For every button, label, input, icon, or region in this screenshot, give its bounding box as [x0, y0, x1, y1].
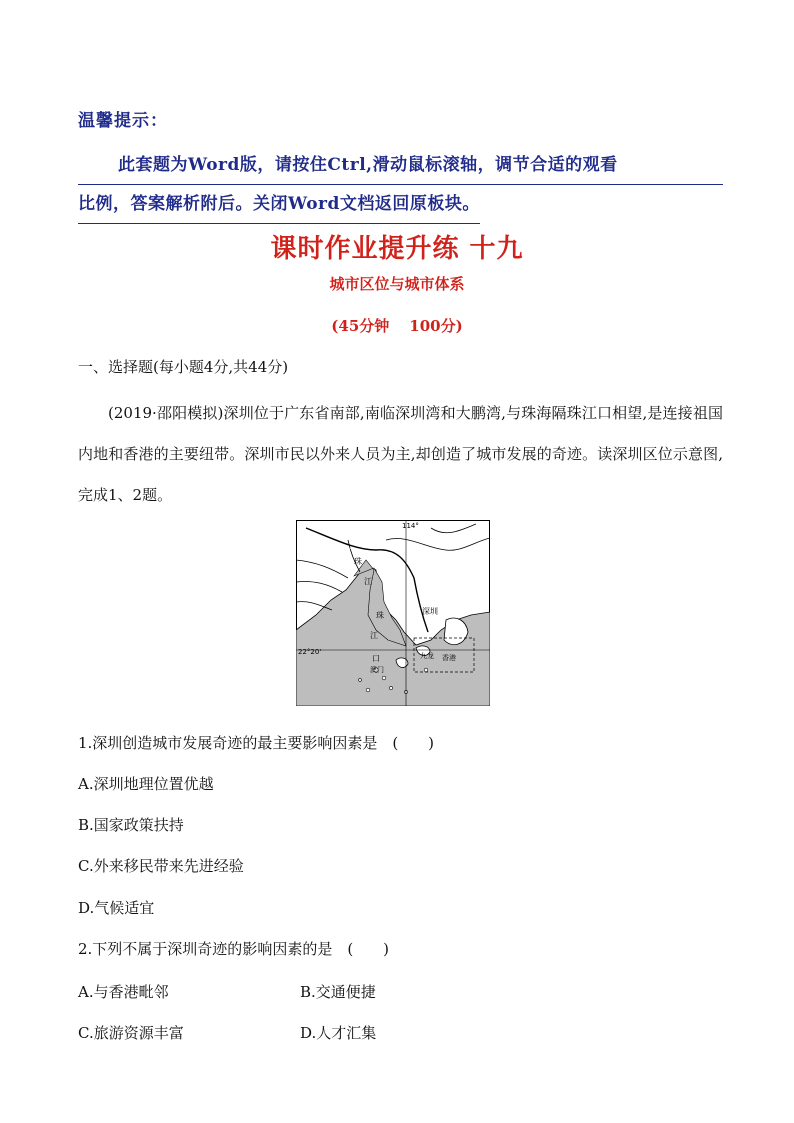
tip-label: 温馨提示： [78, 111, 168, 131]
tip-text [78, 146, 723, 224]
shenzhen-location-map [296, 520, 490, 706]
label-zhu-river: 珠 [354, 557, 362, 566]
time-score-info [0, 315, 794, 336]
total-score: 100分) [409, 317, 463, 335]
label-jiang-river: 江 [364, 577, 372, 586]
question-1-option-d: D.气候适宜 [78, 899, 155, 917]
label-zhu: 珠 [376, 611, 384, 620]
question-2-option-d: D.人才汇集 [300, 1024, 377, 1042]
question-passage: (2019·邵阳模拟)深圳位于广东省南部,南临深圳湾和大鹏湾,与珠海隔珠江口相望,是连接祖国内地和香港的主要纽带。深圳市民以外来人员为主,却创造了城市发展的奇迹。读深圳区位示意图,完成1、2题。 [78, 404, 723, 504]
label-jiang: 江 [370, 631, 378, 640]
section-heading: 一、选择题(每小题4分,共44分) [78, 358, 289, 376]
label-kowloon: 九龙 [420, 652, 434, 660]
question-2-option-b: B.交通便捷 [300, 983, 376, 1001]
label-shenzhen: 深圳 [422, 607, 438, 616]
page-subtitle: 城市区位与城市体系 [329, 275, 465, 293]
question-2-option-c: C.旅游资源丰富 [78, 1024, 184, 1042]
question-1-option-b: B.国家政策扶持 [78, 816, 184, 834]
label-hong-kong: 香港 [442, 654, 456, 662]
label-macau: 澳门 [370, 666, 384, 674]
question-1-option-c: C.外来移民带来先进经验 [78, 857, 244, 875]
time-limit: (45分钟 [331, 317, 390, 335]
question-1-stem: 1.深圳创造城市发展奇迹的最主要影响因素是 ( ) [78, 734, 435, 752]
tip-line-2: 比例，答案解析附后。关闭Word文档返回原板块。 [78, 185, 480, 224]
question-2-stem: 2.下列不属于深圳奇迹的影响因素的是 ( ) [78, 940, 390, 958]
page-title: 课时作业提升练 十九 [270, 234, 524, 264]
question-1-option-a: A.深圳地理位置优越 [78, 775, 214, 793]
label-kou: 口 [372, 654, 380, 663]
question-2-option-a: A.与香港毗邻 [78, 983, 169, 1001]
tip-line-1: 此套题为Word版，请按住Ctrl,滑动鼠标滚轴，调节合适的观看 [78, 146, 723, 185]
latitude-label: 22°20' [298, 648, 322, 656]
longitude-label: 114° [402, 522, 419, 530]
